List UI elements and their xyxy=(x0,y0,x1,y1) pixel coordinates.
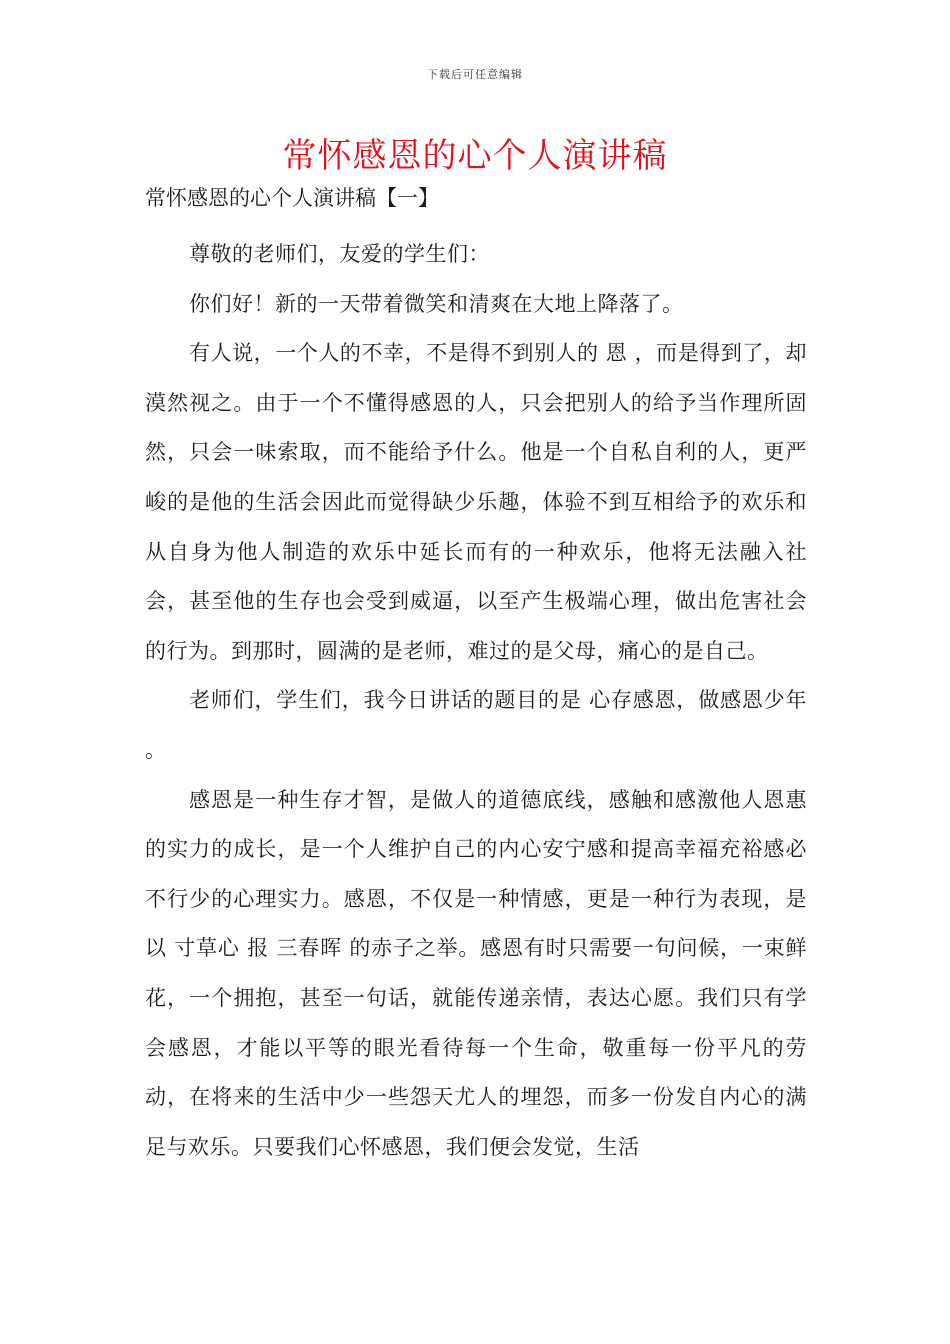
document-body xyxy=(145,230,807,1172)
paragraph-topic: 老师们，学生们，我今日讲话的题目的是 心存感恩，做感恩少年 。 xyxy=(145,688,807,762)
document-title: 常怀感恩的心个人演讲稿 xyxy=(282,136,668,176)
paragraph-gratitude-wisdom: 感恩是一种生存才智，是做人的道德底线，感触和感激他人恩惠的实力的成长，是一个人维护自己的内心安宁感和提高幸福充裕感必不行少的心理实力。感恩，不仅是一种情感，更是一种行为表现，是以 寸草心 报 三春晖 的赤子之举。感恩有时只需要一句问候，一束鲜花，一个拥抱，甚至一句话，就能传递亲情，表达心愿。我们只有学会感恩，才能以平等的眼光看待每一个生命，敬重每一份平凡的劳动，在将来的生活中少一些怨天尤人的埋怨，而多一份发自内心的满足与欢乐。只要我们心怀感恩，我们便会发觉，生活 xyxy=(145,787,807,1159)
document-subtitle: 常怀感恩的心个人演讲稿【一】 xyxy=(145,186,439,210)
header-note: 下载后可任意编辑 xyxy=(427,68,523,81)
paragraph-gratitude-intro: 有人说，一个人的不幸，不是得不到别人的 恩 ，而是得到了，却漠然视之。由于一个不懂得感恩的人，只会把别人的给予当作理所固然，只会一味索取，而不能给予什么。他是一个自私自利的人，更严峻的是他的生活会因此而觉得缺少乐趣，体验不到互相给予的欢乐和从自身为他人制造的欢乐中延长而有的一种欢乐，他将无法融入社会，甚至他的生存也会受到威逼，以至产生极端心理，做出危害社会的行为。到那时，圆满的是老师，难过的是父母，痛心的是自己。 xyxy=(145,341,807,663)
paragraph-hello: 你们好！新的一天带着微笑和清爽在大地上降落了。 xyxy=(189,291,684,316)
paragraph-greeting: 尊敬的老师们，友爱的学生们： xyxy=(189,242,490,266)
